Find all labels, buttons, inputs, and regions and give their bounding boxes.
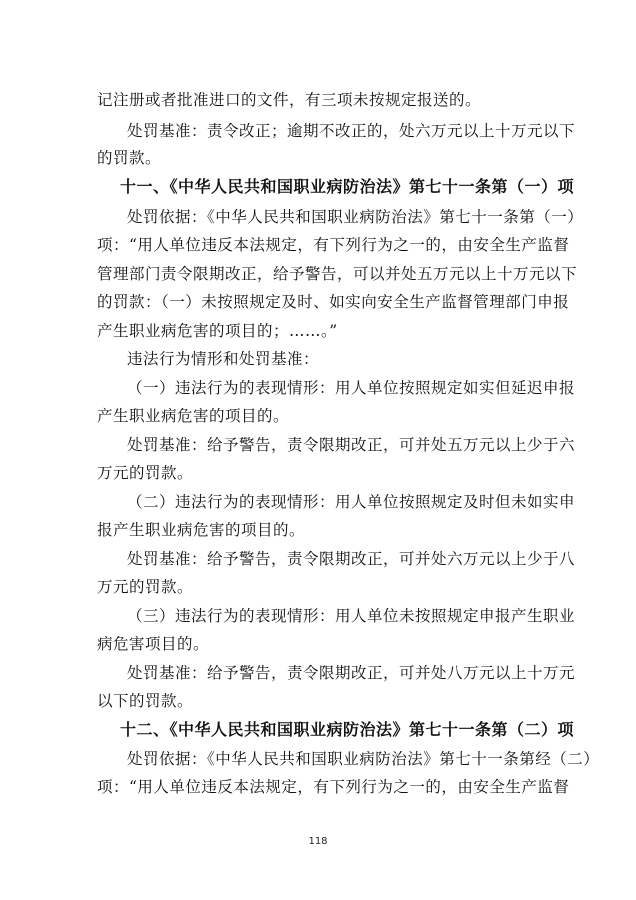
text-line: 万元的罚款。	[97, 464, 194, 482]
text-line: （二）违法行为的表现情形：用人单位按照规定及时但未如实申	[127, 493, 576, 511]
text-line: （一）违法行为的表现情形：用人单位按照规定如实但延迟申报	[127, 379, 576, 397]
text-line: 项：“用人单位违反本法规定，有下列行为之一的，由安全生产监督	[97, 778, 570, 796]
text-line: 的罚款。	[97, 149, 162, 167]
text-line: （三）违法行为的表现情形：用人单位未按照规定申报产生职业	[127, 607, 576, 625]
text-line: 以下的罚款。	[97, 692, 194, 710]
text-line: 处罚依据：《中华人民共和国职业病防治法》第七十一条第（一）	[127, 208, 584, 226]
text-line: 处罚依据：《中华人民共和国职业病防治法》第七十一条第经（二）	[127, 750, 600, 768]
text-line: 处罚基准：给予警告，责令限期改正，可并处五万元以上少于六	[127, 436, 576, 454]
section-heading: 十二、《中华人民共和国职业病防治法》第七十一条第（二）项	[120, 720, 575, 739]
section-heading: 十一、《中华人民共和国职业病防治法》第七十一条第（一）项	[120, 177, 575, 196]
text-line: 处罚基准：给予警告，责令限期改正，可并处六万元以上少于八	[127, 550, 576, 568]
text-line: 记注册或者批准进口的文件，有三项未按规定报送的。	[97, 91, 482, 109]
text-line: 万元的罚款。	[97, 578, 194, 596]
text-line: 报产生职业病危害的项目的。	[97, 521, 306, 539]
text-line: 产生职业病危害的项目的；……。”	[97, 322, 338, 340]
text-line: 项：“用人单位违反本法规定，有下列行为之一的，由安全生产监督	[97, 236, 570, 254]
text-line: 病危害项目的。	[97, 635, 210, 653]
text-line: 处罚基准：给予警告，责令限期改正，可并处八万元以上十万元	[127, 664, 576, 682]
text-line: 违法行为情形和处罚基准：	[127, 350, 320, 368]
text-line: 处罚基准：责令改正；逾期不改正的，处六万元以上十万元以下	[127, 122, 576, 140]
text-line: 管理部门责令限期改正，给予警告，可以并处五万元以上十万元以下	[97, 265, 578, 283]
page-number: 118	[308, 836, 328, 847]
text-line: 的罚款：（一）未按照规定及时、如实向安全生产监督管理部门申报	[97, 293, 570, 311]
text-line: 产生职业病危害的项目的。	[97, 407, 290, 425]
